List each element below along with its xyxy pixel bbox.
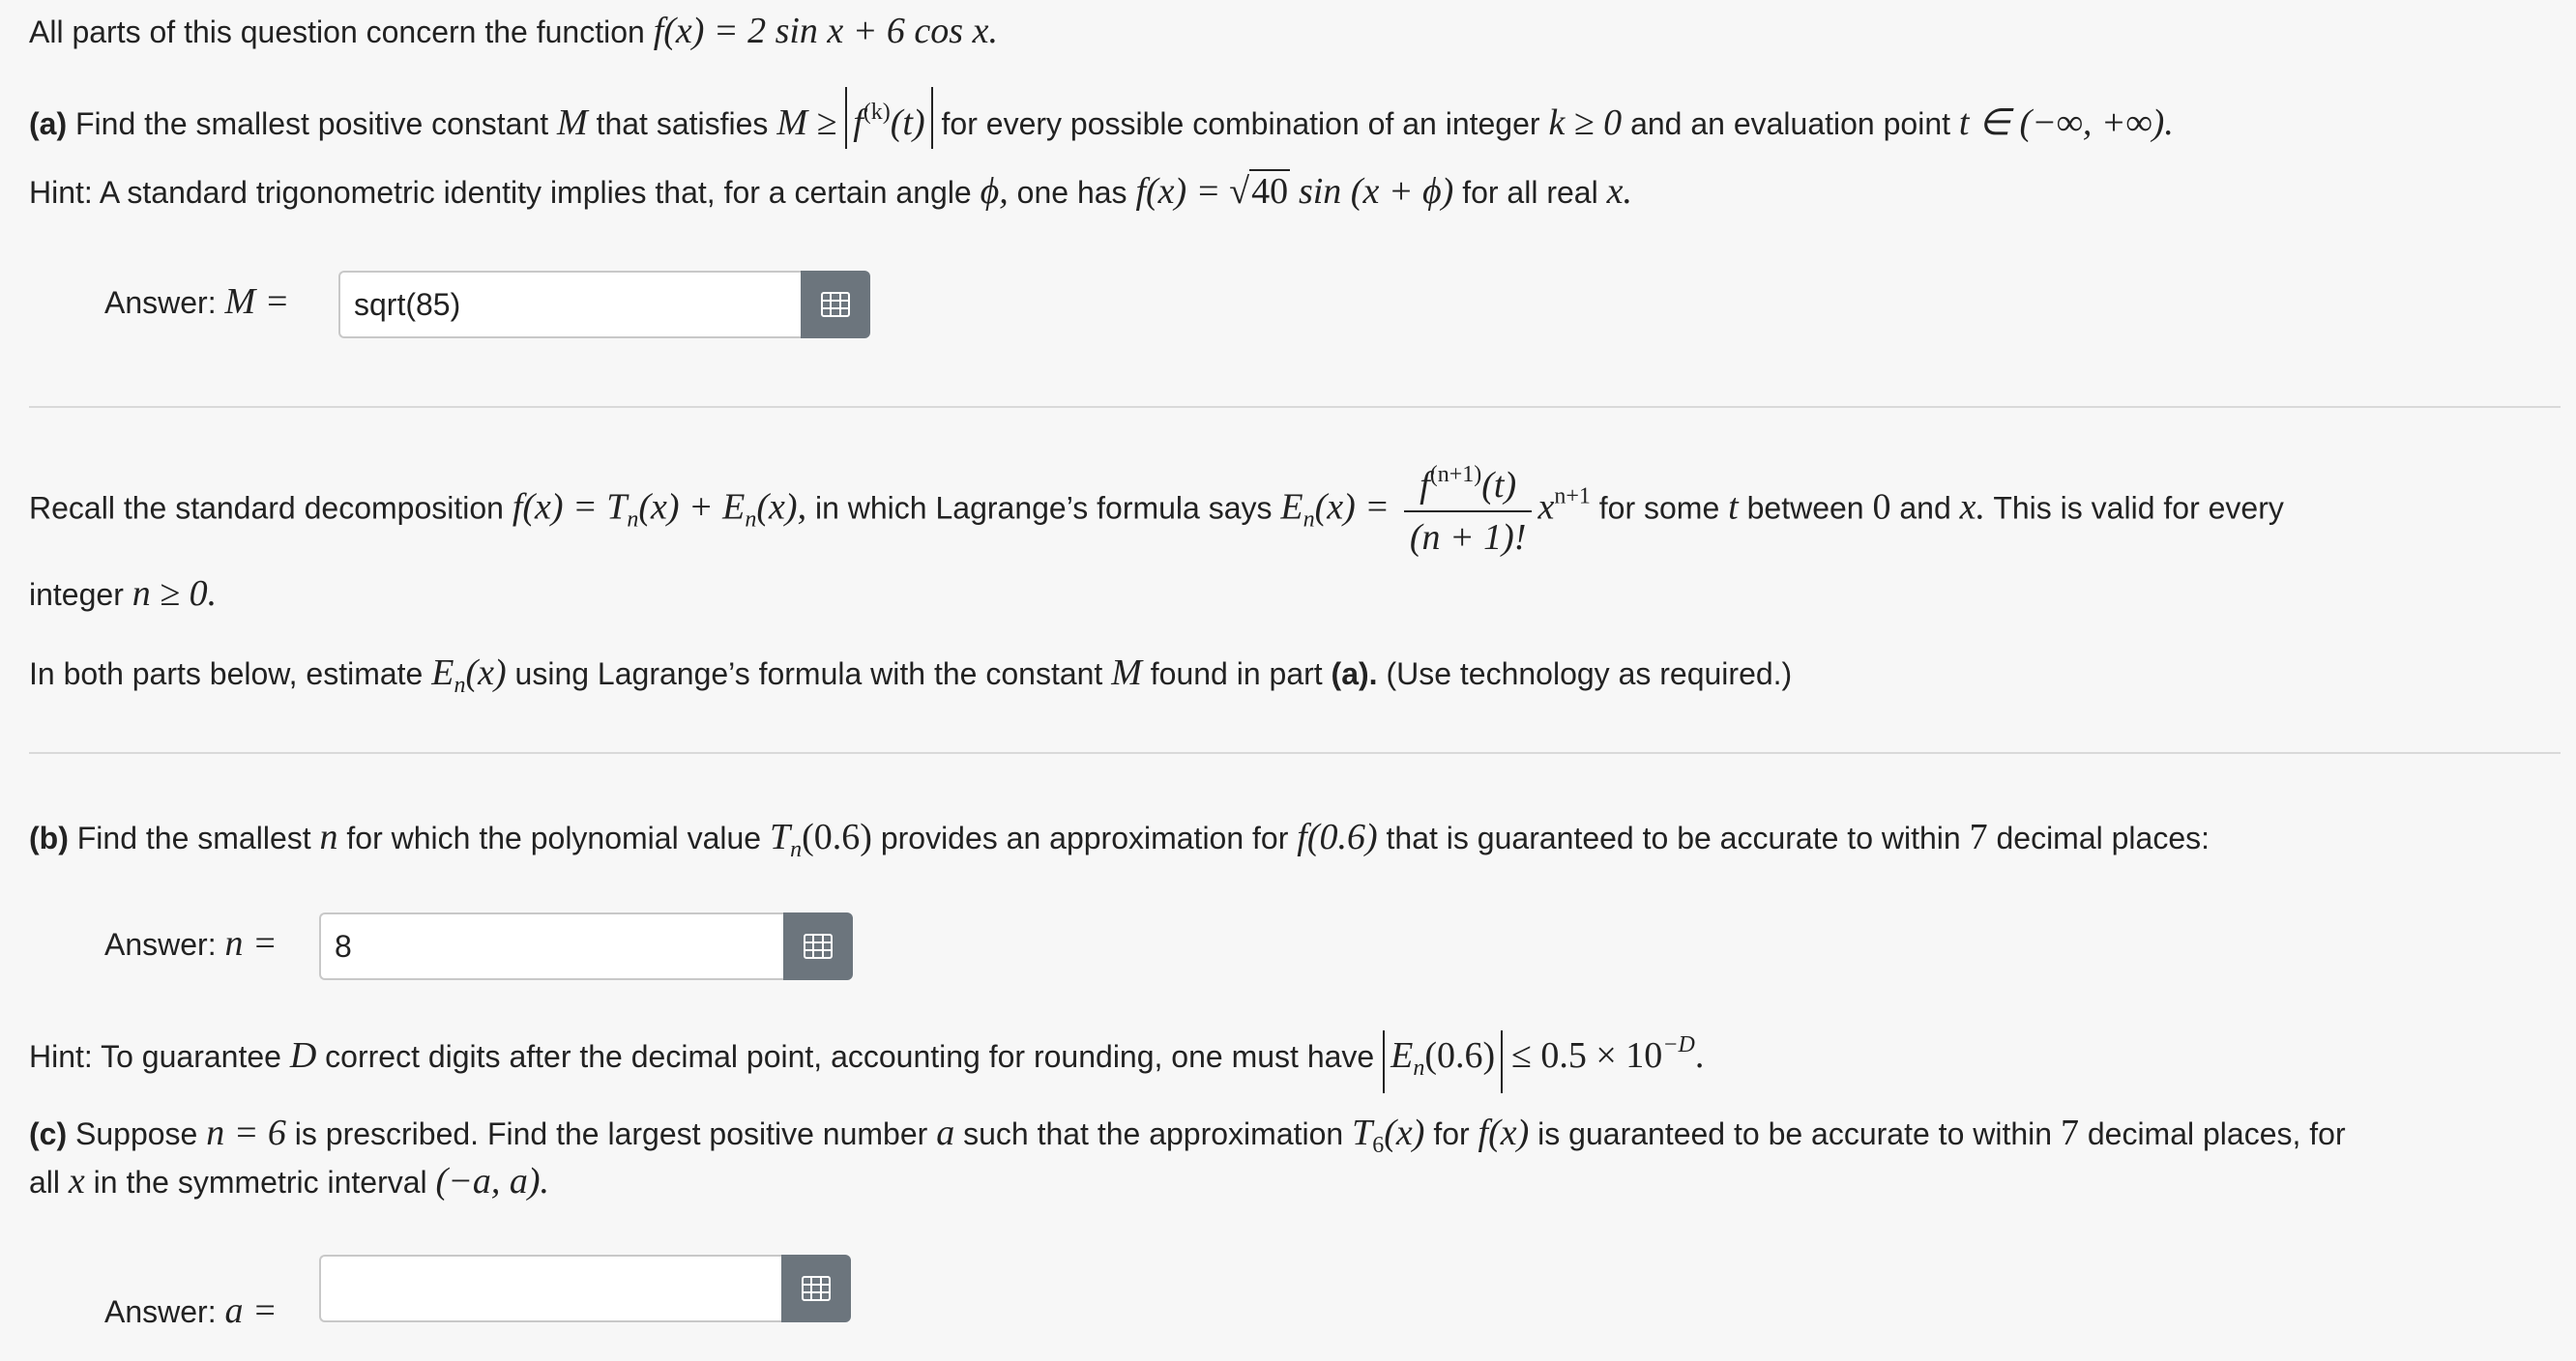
hint-b-text1: Hint: To guarantee bbox=[29, 1039, 281, 1074]
recall-n2: n bbox=[745, 507, 757, 533]
part-c-n6: n = 6 bbox=[206, 1113, 286, 1153]
hint-a-radicand: 40 bbox=[1251, 171, 1289, 212]
hint-b-dot: . bbox=[1694, 1035, 1705, 1076]
part-c-text6: decimal places, for bbox=[2087, 1116, 2346, 1151]
divider-1 bbox=[29, 406, 2561, 408]
recall-text3: for some bbox=[1598, 490, 1720, 526]
answer-a-keypad-button[interactable] bbox=[801, 271, 870, 338]
both-text3: found in part bbox=[1150, 656, 1323, 691]
part-a-text: Find the smallest positive constant bbox=[75, 106, 549, 141]
hint-b-abs bbox=[1383, 1030, 1503, 1093]
both-text1: In both parts below, estimate bbox=[29, 656, 424, 691]
part-c-line2-text2: in the symmetric interval bbox=[93, 1165, 427, 1200]
part-a-question bbox=[29, 87, 2174, 149]
part-b-T: T bbox=[769, 817, 791, 857]
both-part: (a). bbox=[1331, 656, 1378, 691]
answer-b-input[interactable] bbox=[319, 912, 783, 980]
answer-a-label-text: Answer: bbox=[104, 285, 217, 320]
hint-a-x: x. bbox=[1606, 171, 1632, 212]
recall-xpow: x bbox=[1537, 486, 1555, 528]
fk-sup: (k) bbox=[863, 100, 891, 125]
recall-n-cond: n ≥ 0. bbox=[132, 573, 218, 614]
recall-x: x. bbox=[1959, 486, 1986, 528]
part-b-tag: (b) bbox=[29, 821, 69, 855]
part-c-interval: (−a, a). bbox=[435, 1161, 549, 1202]
intro-line bbox=[29, 10, 998, 52]
recall-n3: n bbox=[1303, 507, 1315, 533]
part-c-question bbox=[29, 1112, 2346, 1159]
recall-decomp2: (x) + E bbox=[638, 486, 746, 528]
hint-a-rhs: sin (x + ϕ) bbox=[1298, 171, 1454, 212]
hint-a-phi: ϕ, bbox=[980, 171, 1009, 212]
part-b-question bbox=[29, 816, 2210, 863]
hint-b bbox=[29, 1030, 1704, 1093]
hint-b-D: D bbox=[289, 1035, 317, 1076]
part-b-Targ: (0.6) bbox=[802, 817, 872, 857]
both-text2: using Lagrange’s formula with the constant bbox=[514, 656, 1103, 691]
part-a-ge: M ≥ bbox=[776, 102, 837, 143]
hint-a-text2: one has bbox=[1016, 175, 1127, 210]
part-b-text4: that is guaranteed to be accurate to within bbox=[1386, 821, 1961, 855]
part-b-text2: for which the polynomial value bbox=[346, 821, 762, 855]
recall-line bbox=[29, 462, 2284, 559]
keypad-icon bbox=[821, 292, 850, 317]
part-a-text4: and an evaluation point bbox=[1630, 106, 1950, 141]
sqrt-symbol: √40 bbox=[1229, 171, 1289, 212]
part-c-x: x bbox=[68, 1161, 85, 1202]
fk-arg: (t) bbox=[890, 102, 925, 143]
part-c-Targ: (x) bbox=[1384, 1113, 1425, 1153]
keypad-icon bbox=[802, 1276, 831, 1301]
answer-b-keypad-button[interactable] bbox=[783, 912, 853, 980]
lagrange-fraction bbox=[1404, 462, 1533, 559]
hint-a-text: Hint: A standard trigonometric identity implies that, for a certain angle bbox=[29, 175, 972, 210]
recall-E: E bbox=[1280, 486, 1303, 528]
num-arg: (t) bbox=[1481, 465, 1517, 506]
part-b-f06: f(0.6) bbox=[1297, 817, 1378, 857]
recall-decomp3: (x), bbox=[756, 486, 807, 528]
recall-xpow-sup: n+1 bbox=[1554, 483, 1591, 509]
answer-c-input[interactable] bbox=[319, 1255, 781, 1322]
answer-a-input[interactable] bbox=[338, 271, 801, 338]
hint-a-text3: for all real bbox=[1462, 175, 1598, 210]
part-a-t-cond: t ∈ (−∞, +∞). bbox=[1958, 102, 2174, 143]
part-c-T: T bbox=[1352, 1113, 1373, 1153]
answer-b-label bbox=[104, 922, 278, 965]
part-c-text4: for bbox=[1433, 1116, 1470, 1151]
recall-Ex: (x) = bbox=[1314, 486, 1390, 528]
both-parts-line bbox=[29, 652, 1792, 699]
recall-line2-text: integer bbox=[29, 577, 124, 612]
part-a-text3: for every possible combination of an integer bbox=[941, 106, 1540, 141]
answer-c-label-text: Answer: bbox=[104, 1294, 217, 1329]
part-b-seven: 7 bbox=[1969, 817, 1988, 857]
part-a-text2: that satisfies bbox=[596, 106, 769, 141]
intro-text: All parts of this question concern the function bbox=[29, 14, 645, 49]
part-c-text1: Suppose bbox=[75, 1116, 198, 1151]
fraction-denominator: (n + 1)! bbox=[1409, 517, 1527, 558]
hint-b-le: ≤ 0.5 × 10 bbox=[1511, 1035, 1663, 1076]
both-M: M bbox=[1111, 652, 1142, 693]
fk-f: f bbox=[853, 102, 864, 143]
answer-c-var: a = bbox=[224, 1290, 278, 1331]
answer-c-label bbox=[104, 1289, 278, 1332]
part-b-Tn: n bbox=[790, 837, 803, 862]
part-b-text5: decimal places: bbox=[1996, 821, 2210, 855]
part-a-abs-derivative bbox=[845, 87, 932, 149]
part-c-fx: f(x) bbox=[1478, 1113, 1530, 1153]
recall-zero: 0 bbox=[1872, 486, 1891, 528]
part-a-tag: (a) bbox=[29, 106, 68, 141]
intro-function: f(x) = 2 sin x + 6 cos x. bbox=[653, 11, 998, 51]
part-b-n: n bbox=[319, 817, 338, 857]
answer-b-var: n = bbox=[224, 923, 278, 964]
hint-b-text2: correct digits after the decimal point, accounting for rounding, one must have bbox=[325, 1039, 1375, 1074]
part-b-text1: Find the smallest bbox=[76, 821, 311, 855]
part-c-T6: 6 bbox=[1372, 1133, 1385, 1158]
recall-line-2 bbox=[29, 572, 217, 615]
recall-text6: This is valid for every bbox=[1993, 490, 2284, 526]
both-Ex: (x) bbox=[465, 652, 507, 693]
answer-a-label bbox=[104, 280, 289, 323]
num-f: f bbox=[1420, 465, 1430, 506]
fraction-numerator bbox=[1404, 462, 1533, 512]
recall-n1: n bbox=[627, 507, 639, 533]
part-b-text3: provides an approximation for bbox=[880, 821, 1289, 855]
hint-b-E: E bbox=[1390, 1035, 1414, 1076]
part-c-line2-text1: all bbox=[29, 1165, 61, 1200]
recall-text5: and bbox=[1899, 490, 1951, 526]
recall-decomp: f(x) = T bbox=[512, 486, 628, 528]
recall-text: Recall the standard decomposition bbox=[29, 490, 504, 526]
keypad-icon bbox=[804, 934, 833, 959]
part-c-tag: (c) bbox=[29, 1116, 68, 1151]
part-c-seven: 7 bbox=[2060, 1113, 2079, 1153]
recall-t: t bbox=[1728, 486, 1739, 528]
both-n: n bbox=[454, 673, 466, 698]
divider-2 bbox=[29, 752, 2561, 754]
both-text4: (Use technology as required.) bbox=[1386, 656, 1793, 691]
part-c-question-line2 bbox=[29, 1160, 549, 1202]
part-c-a: a bbox=[936, 1113, 955, 1153]
part-c-text3: such that the approximation bbox=[963, 1116, 1344, 1151]
recall-text2: in which Lagrange’s formula says bbox=[814, 490, 1273, 526]
answer-a-var: M = bbox=[224, 281, 290, 322]
recall-text4: between bbox=[1746, 490, 1864, 526]
part-a-k-cond: k ≥ 0 bbox=[1548, 102, 1623, 143]
hint-b-exp: −D bbox=[1662, 1032, 1695, 1057]
hint-a-lhs: f(x) = bbox=[1135, 171, 1221, 212]
part-c-text5: is guaranteed to be accurate to within bbox=[1537, 1116, 2053, 1151]
part-a-M: M bbox=[557, 102, 588, 143]
hint-b-n: n bbox=[1413, 1056, 1425, 1081]
answer-c-keypad-button[interactable] bbox=[781, 1255, 851, 1322]
num-sup: (n+1) bbox=[1429, 462, 1482, 487]
part-c-text2: is prescribed. Find the largest positive number bbox=[294, 1116, 928, 1151]
answer-b-label-text: Answer: bbox=[104, 927, 217, 962]
hint-b-Earg: (0.6) bbox=[1424, 1035, 1496, 1076]
hint-a bbox=[29, 170, 1632, 213]
both-E: E bbox=[431, 652, 454, 693]
